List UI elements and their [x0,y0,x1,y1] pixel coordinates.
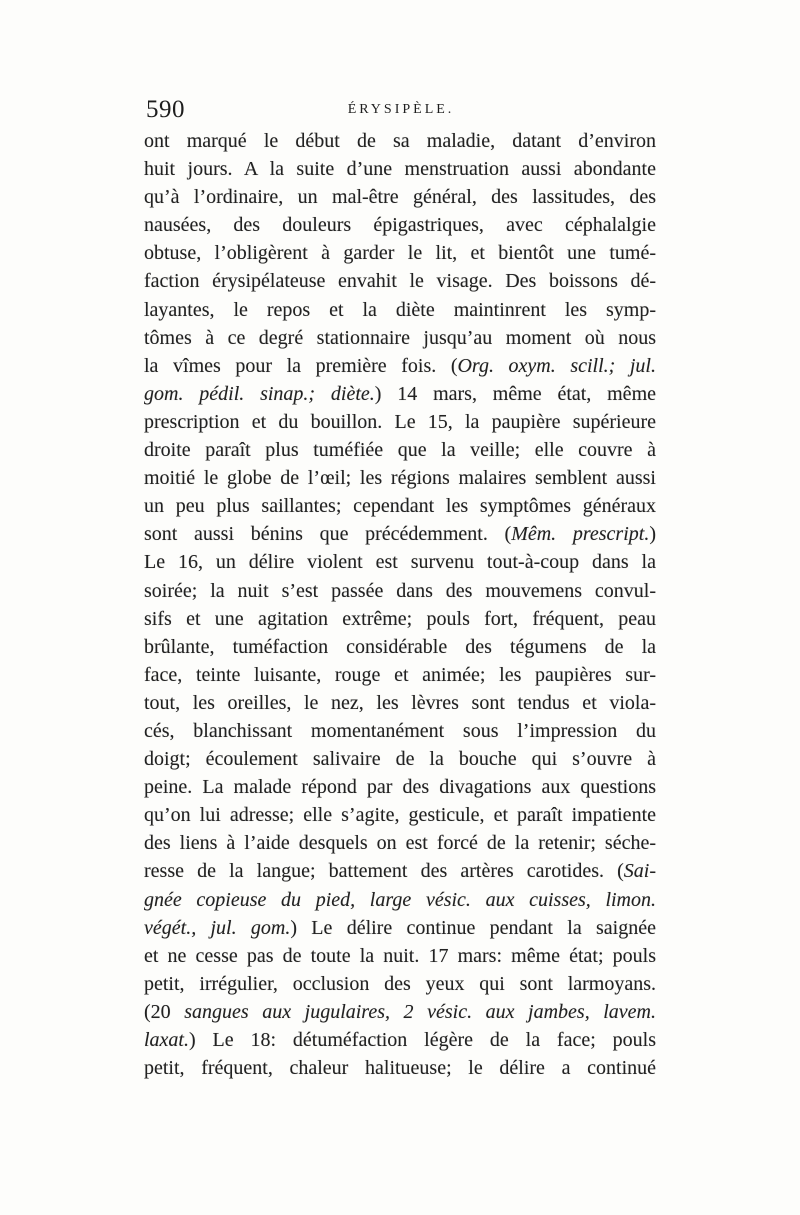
text-line [144,464,656,492]
text-line [144,605,656,633]
text-segment: brûlante, tuméfaction considérable des tégumens de la [144,635,656,658]
text-line [144,520,656,548]
text-line [144,577,656,605]
italic-segment: gnée copieuse du pied, large vésic. aux cuisses, limon. [144,888,656,911]
text-segment: doigt; écoulement salivaire de la bouche qui s’ouvre à [144,748,656,771]
text-segment: moitié le globe de l’œil; les régions malaires semblent aussi [144,467,656,490]
text-segment: (20 [144,1000,185,1023]
text-segment: sifs et une agitation extrême; pouls fort, fréquent, peau [144,607,656,630]
text-segment: face, teinte luisante, rouge et animée; les paupières sur- [144,663,656,686]
text-segment: qu’on lui adresse; elle s’agite, gesticule, et paraît impatiente [144,804,656,827]
italic-segment: végét., jul. gom. [144,916,291,939]
text-segment: tômes à ce degré stationnaire jusqu’au moment où nous [144,326,656,349]
text-line [144,857,656,885]
text-line [144,183,656,211]
text-line [144,829,656,857]
text-line [144,267,656,295]
text-line [144,745,656,773]
italic-segment: Sai- [623,860,656,883]
text-line [144,970,656,998]
text-segment: ) 14 mars, même état, même [374,382,656,405]
text-segment: la vîmes pour la première fois. ( [144,354,458,377]
text-segment: resse de la langue; battement des artères carotides. ( [144,860,624,883]
text-segment: huit jours. A la suite d’une menstruation aussi abondante [144,158,656,181]
text-segment: peine. La malade répond par des divagations aux questions [144,776,656,799]
page-header [146,96,656,126]
text-line [144,239,656,267]
text-line [144,352,656,380]
italic-segment: gom. pédil. sinap.; diète. [144,382,375,405]
text-line [144,717,656,745]
text-line [144,548,656,576]
text-segment: un peu plus saillantes; cependant les symptômes généraux [144,495,656,518]
text-segment: ) Le 18: détuméfaction légère de la face; pouls [189,1029,656,1051]
text-segment: droite paraît plus tuméfiée que la veille; elle couvre à [144,439,656,462]
text-segment: sont aussi bénins que précédemment. ( [144,523,512,546]
text-segment: qu’à l’ordinaire, un mal-être général, des lassitudes, des [144,186,656,209]
text-line [144,661,656,689]
text-segment: nausées, des douleurs épigastriques, avec céphalalgie [144,214,656,237]
running-head: ÉRYSIPÈLE. [347,102,455,117]
text-line [144,633,656,661]
text-segment: petit, fréquent, chaleur halitueuse; le délire a continué [144,1057,656,1080]
text-line [144,1026,656,1054]
text-segment: obtuse, l’obligèrent à garder le lit, et bientôt une tumé- [144,242,656,265]
text-segment: tout, les oreilles, le nez, les lèvres sont tendus et viola- [144,691,656,714]
text-line [144,211,656,239]
text-line [144,998,656,1026]
text-line [144,801,656,829]
text-segment: soirée; la nuit s’est passée dans des mouvemens convul- [144,579,656,602]
text-segment: ont marqué le début de sa maladie, datant d’environ [144,130,656,152]
text-line [144,773,656,801]
body-text [144,127,656,1082]
text-segment: Le 16, un délire violent est survenu tout-à-coup dans la [144,551,656,574]
text-line [144,436,656,464]
text-line [144,155,656,183]
text-segment: ) [649,523,656,546]
text-line [144,1054,656,1082]
text-segment: petit, irrégulier, occlusion des yeux qui sont larmoyans. [144,972,656,995]
text-line [144,296,656,324]
text-line [144,492,656,520]
text-line [144,127,656,155]
text-segment: faction érysipélateuse envahit le visage. Des boissons dé- [144,270,656,293]
text-line [144,689,656,717]
text-line [144,914,656,942]
italic-segment: Org. oxym. scill.; jul. [457,354,656,377]
italic-segment: Mêm. prescript. [511,523,650,546]
text-line [144,380,656,408]
text-line [144,942,656,970]
text-segment: layantes, le repos et la diète maintinrent les symp- [144,298,656,321]
text-segment: et ne cesse pas de toute la nuit. 17 mars: même état; pouls [144,944,656,967]
text-line [144,324,656,352]
italic-segment: sangues aux jugulaires, 2 vésic. aux jambes, lavem. [184,1000,656,1023]
text-line [144,408,656,436]
page-number: 590 [146,96,185,123]
text-segment: ) Le délire continue pendant la saignée [290,916,656,939]
text-line [144,886,656,914]
italic-segment: laxat. [144,1029,189,1051]
text-segment: cés, blanchissant momentanément sous l’impression du [144,719,656,742]
text-segment: prescription et du bouillon. Le 15, la paupière supérieure [144,410,656,433]
text-segment: des liens à l’aide desquels on est forcé de la retenir; séche- [144,832,656,855]
